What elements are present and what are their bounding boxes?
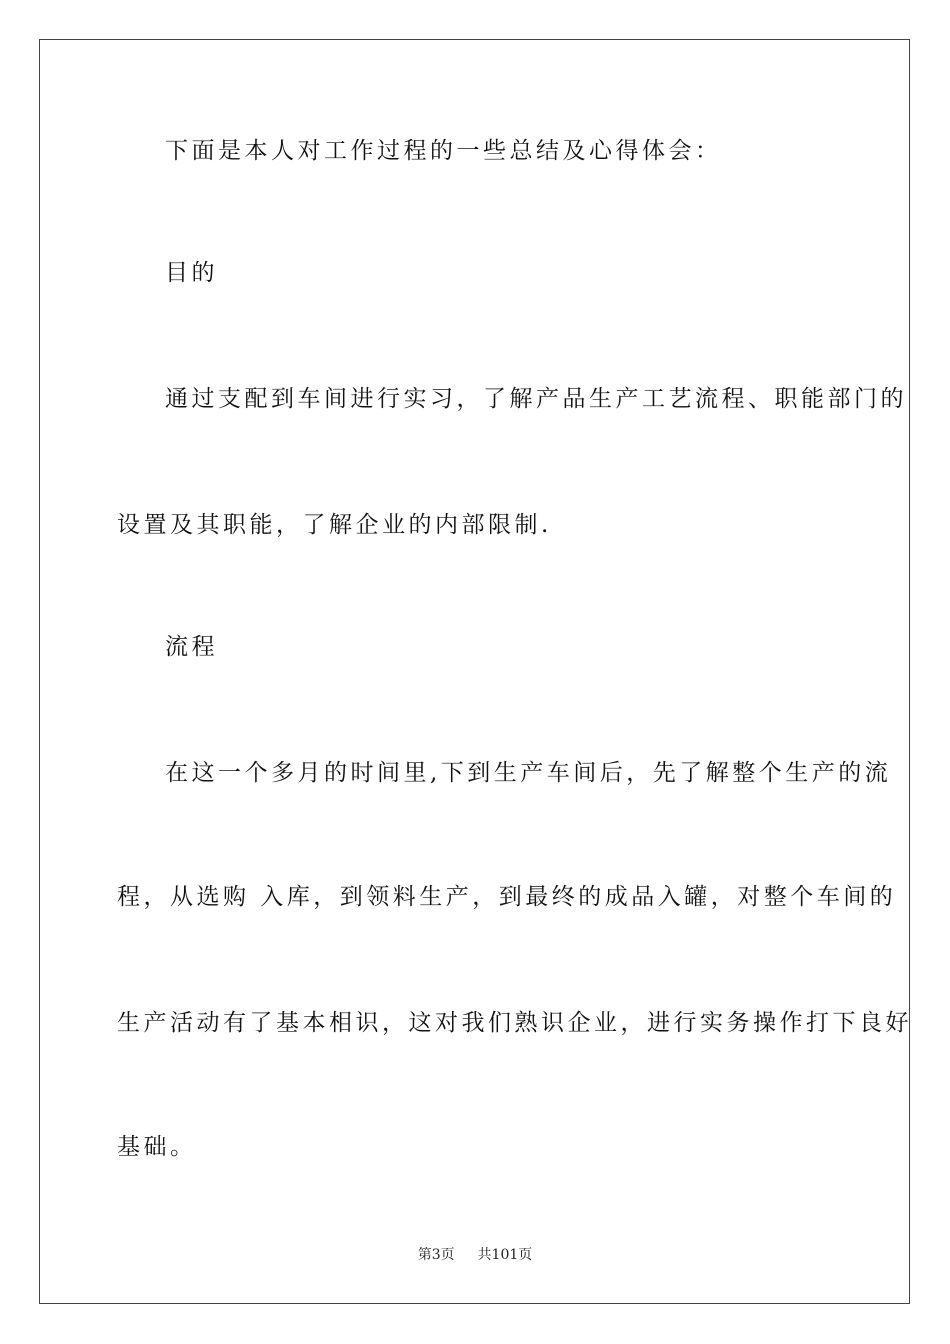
paragraph-process-line-2: 程，从选购 入库，到领料生产，到最终的成品入罐，对整个车间的 bbox=[117, 884, 897, 910]
page-footer bbox=[0, 1246, 950, 1264]
paragraph-purpose-line-2: 设置及其职能，了解企业的内部限制. bbox=[117, 512, 552, 538]
page-border bbox=[39, 39, 910, 1304]
paragraph-process-line-1: 在这一个多月的时间里,下到生产车间后，先了解整个生产的流 bbox=[165, 760, 892, 786]
paragraph-process-line-3: 生产活动有了基本相识，这对我们熟识企业，进行实务操作打下良好 bbox=[117, 1010, 912, 1036]
heading-purpose: 目的 bbox=[165, 260, 218, 286]
paragraph-purpose-line-1: 通过支配到车间进行实习，了解产品生产工艺流程、职能部门的 bbox=[165, 386, 907, 412]
paragraph-intro: 下面是本人对工作过程的一些总结及心得体会： bbox=[165, 138, 722, 164]
page-total: 共101页 bbox=[477, 1247, 533, 1263]
page-number: 第3页 bbox=[417, 1247, 455, 1263]
heading-process: 流程 bbox=[165, 634, 218, 660]
paragraph-process-line-4: 基础。 bbox=[117, 1134, 197, 1160]
